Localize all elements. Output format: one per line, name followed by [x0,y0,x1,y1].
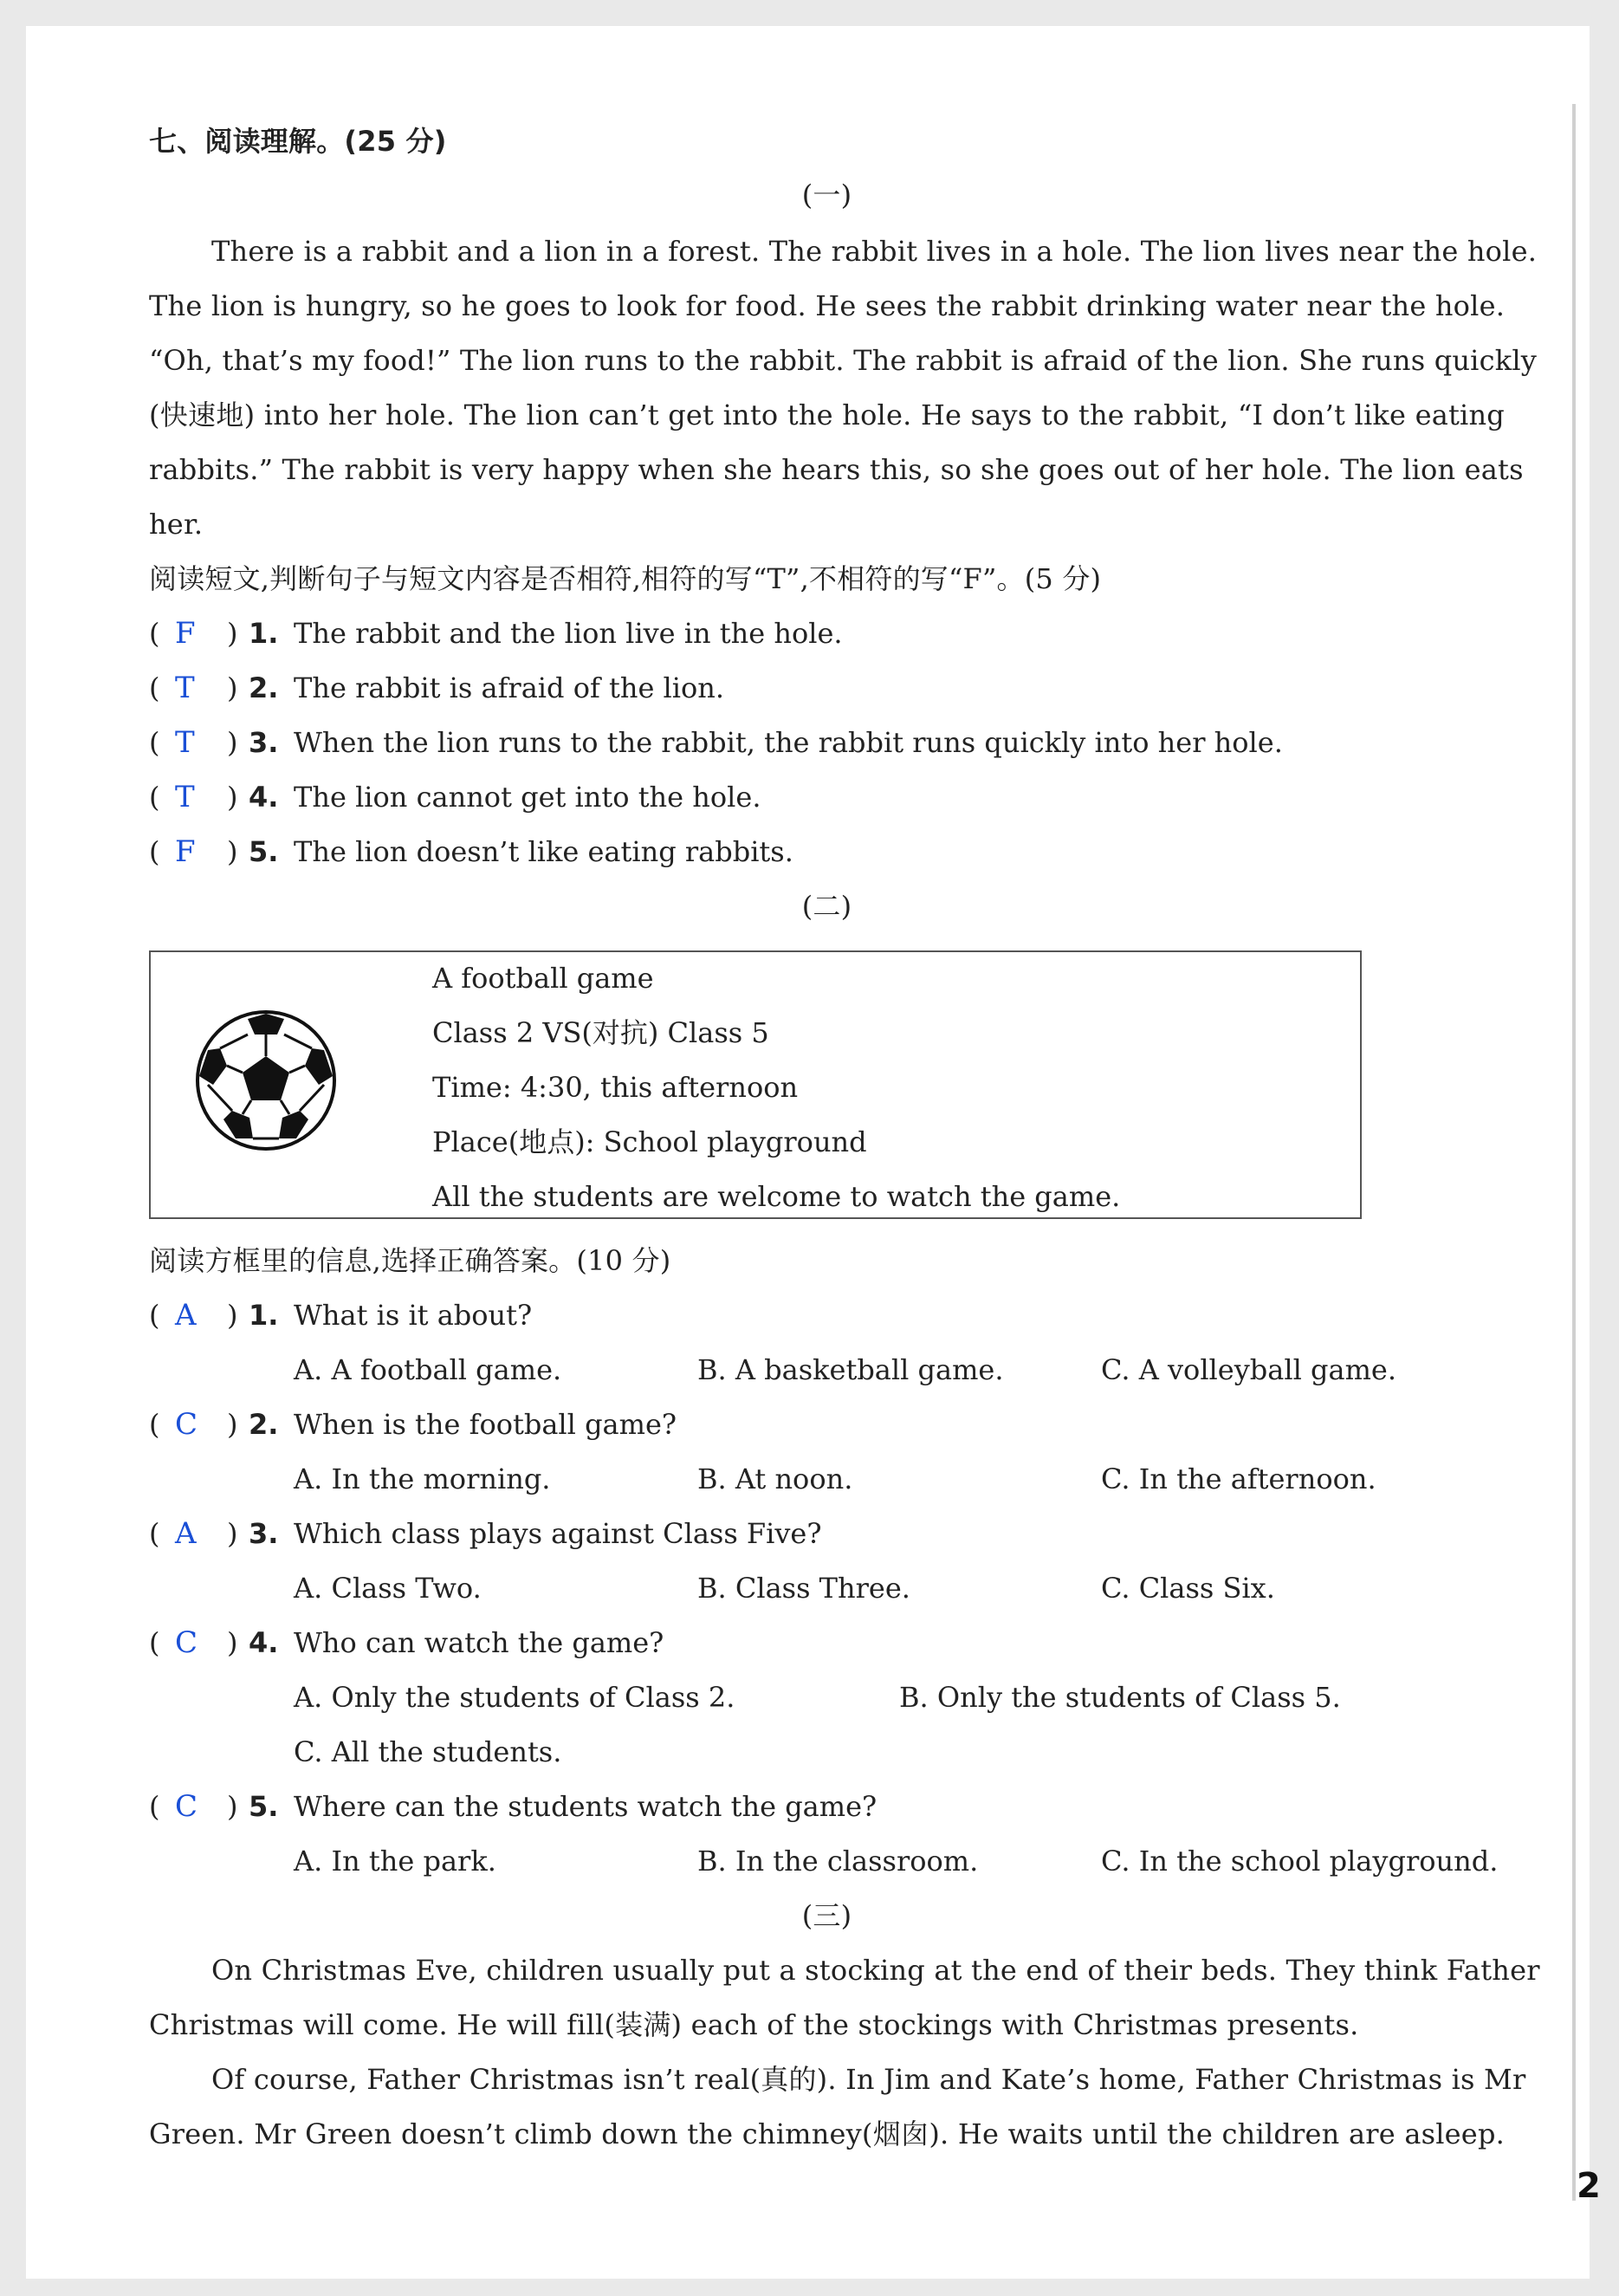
passage-1-line: The lion is hungry, so he goes to look for food. He sees the rabbit drinking water near the hole. [149,289,1506,322]
page-number: 2 [1577,2166,1601,2206]
option-a: A. A football game. [294,1353,562,1386]
question-text: What is it about? [294,1299,533,1332]
notice-time: Time: 4:30, this afternoon [432,1071,799,1104]
notice-teams: Class 2 VS(对抗) Class 5 [432,1016,769,1049]
passage-1-line: (快速地) into her hole. The lion can’t get into the hole. He says to the rabbit, “I don’t like eating [149,399,1505,431]
passage-1-label: (一) [801,178,852,211]
option-c: C. Class Six. [1101,1572,1275,1605]
answer-blank[interactable]: C [175,1789,198,1824]
question-text: The rabbit is afraid of the lion. [294,671,725,704]
question-text: Which class plays against Class Five? [294,1517,822,1550]
option-a: A. In the morning. [294,1463,551,1495]
football-icon [194,1009,338,1152]
answer-blank[interactable]: C [175,1407,198,1442]
passage-1-line: her. [149,508,204,541]
answer-blank[interactable]: F [175,834,196,869]
football-game-notice [149,950,1362,1219]
passage-3-line: Of course, Father Christmas isn’t real(真的). In Jim and Kate’s home, Father Christmas is Mr [211,2063,1526,2096]
passage-2-label: (二) [801,890,852,923]
option-a: A. In the park. [294,1845,496,1878]
option-a: A. Class Two. [294,1572,482,1605]
answer-blank[interactable]: T [175,780,195,814]
passage-3-line: On Christmas Eve, children usually put a stocking at the end of their beds. They think Father [211,1954,1540,1987]
option-c: C. All the students. [294,1735,562,1768]
notice-title: A football game [432,962,654,995]
notice-place: Place(地点): School playground [432,1125,867,1158]
passage-1-line: “Oh, that’s my food!” The lion runs to the rabbit. The rabbit is afraid of the lion. She runs quickly [149,344,1538,377]
passage-1-line: There is a rabbit and a lion in a forest. The rabbit lives in a hole. The lion lives near the hole. [211,235,1538,268]
passage-3-line: Christmas will come. He will fill(装满) each of the stockings with Christmas presents. [149,2008,1359,2041]
answer-blank[interactable]: T [175,671,195,705]
option-b: B. Only the students of Class 5. [899,1681,1341,1714]
answer-blank[interactable]: A [175,1298,197,1333]
option-c: C. In the afternoon. [1101,1463,1376,1495]
answer-blank[interactable]: A [175,1516,197,1551]
option-b: B. In the classroom. [697,1845,979,1878]
question-text: When is the football game? [294,1408,677,1441]
option-a: A. Only the students of Class 2. [294,1681,735,1714]
passage-1-line: rabbits.” The rabbit is very happy when she hears this, so she goes out of her hole. The lion eats [149,453,1524,486]
option-c: C. In the school playground. [1101,1845,1499,1878]
question-text: The rabbit and the lion live in the hole. [294,617,843,650]
question-text: When the lion runs to the rabbit, the rabbit runs quickly into her hole. [294,726,1283,759]
section-title: 七、阅读理解。(25 分) [149,125,447,158]
question-text: Where can the students watch the game? [294,1790,877,1823]
question-text: The lion doesn’t like eating rabbits. [294,835,793,868]
option-c: C. A volleyball game. [1101,1353,1397,1386]
passage-3-line: Green. Mr Green doesn’t climb down the chimney(烟囱). He waits until the children are asleep. [149,2118,1505,2150]
question-text: Who can watch the game? [294,1626,664,1659]
passage-3-label: (三) [801,1899,852,1932]
answer-blank[interactable]: T [175,725,195,760]
question-text: The lion cannot get into the hole. [294,781,761,814]
answer-blank[interactable]: C [175,1625,198,1660]
notice-welcome: All the students are welcome to watch the game. [432,1180,1121,1213]
option-b: B. Class Three. [697,1572,910,1605]
passage-1-instruction: 阅读短文,判断句子与短文内容是否相符,相符的写“T”,不相符的写“F”。(5 分) [149,562,1102,595]
answer-blank[interactable]: F [175,616,196,651]
page-edge-bar [1572,104,1576,2201]
option-b: B. At noon. [697,1463,853,1495]
option-b: B. A basketball game. [697,1353,1004,1386]
passage-2-instruction: 阅读方框里的信息,选择正确答案。(10 分) [149,1244,671,1277]
